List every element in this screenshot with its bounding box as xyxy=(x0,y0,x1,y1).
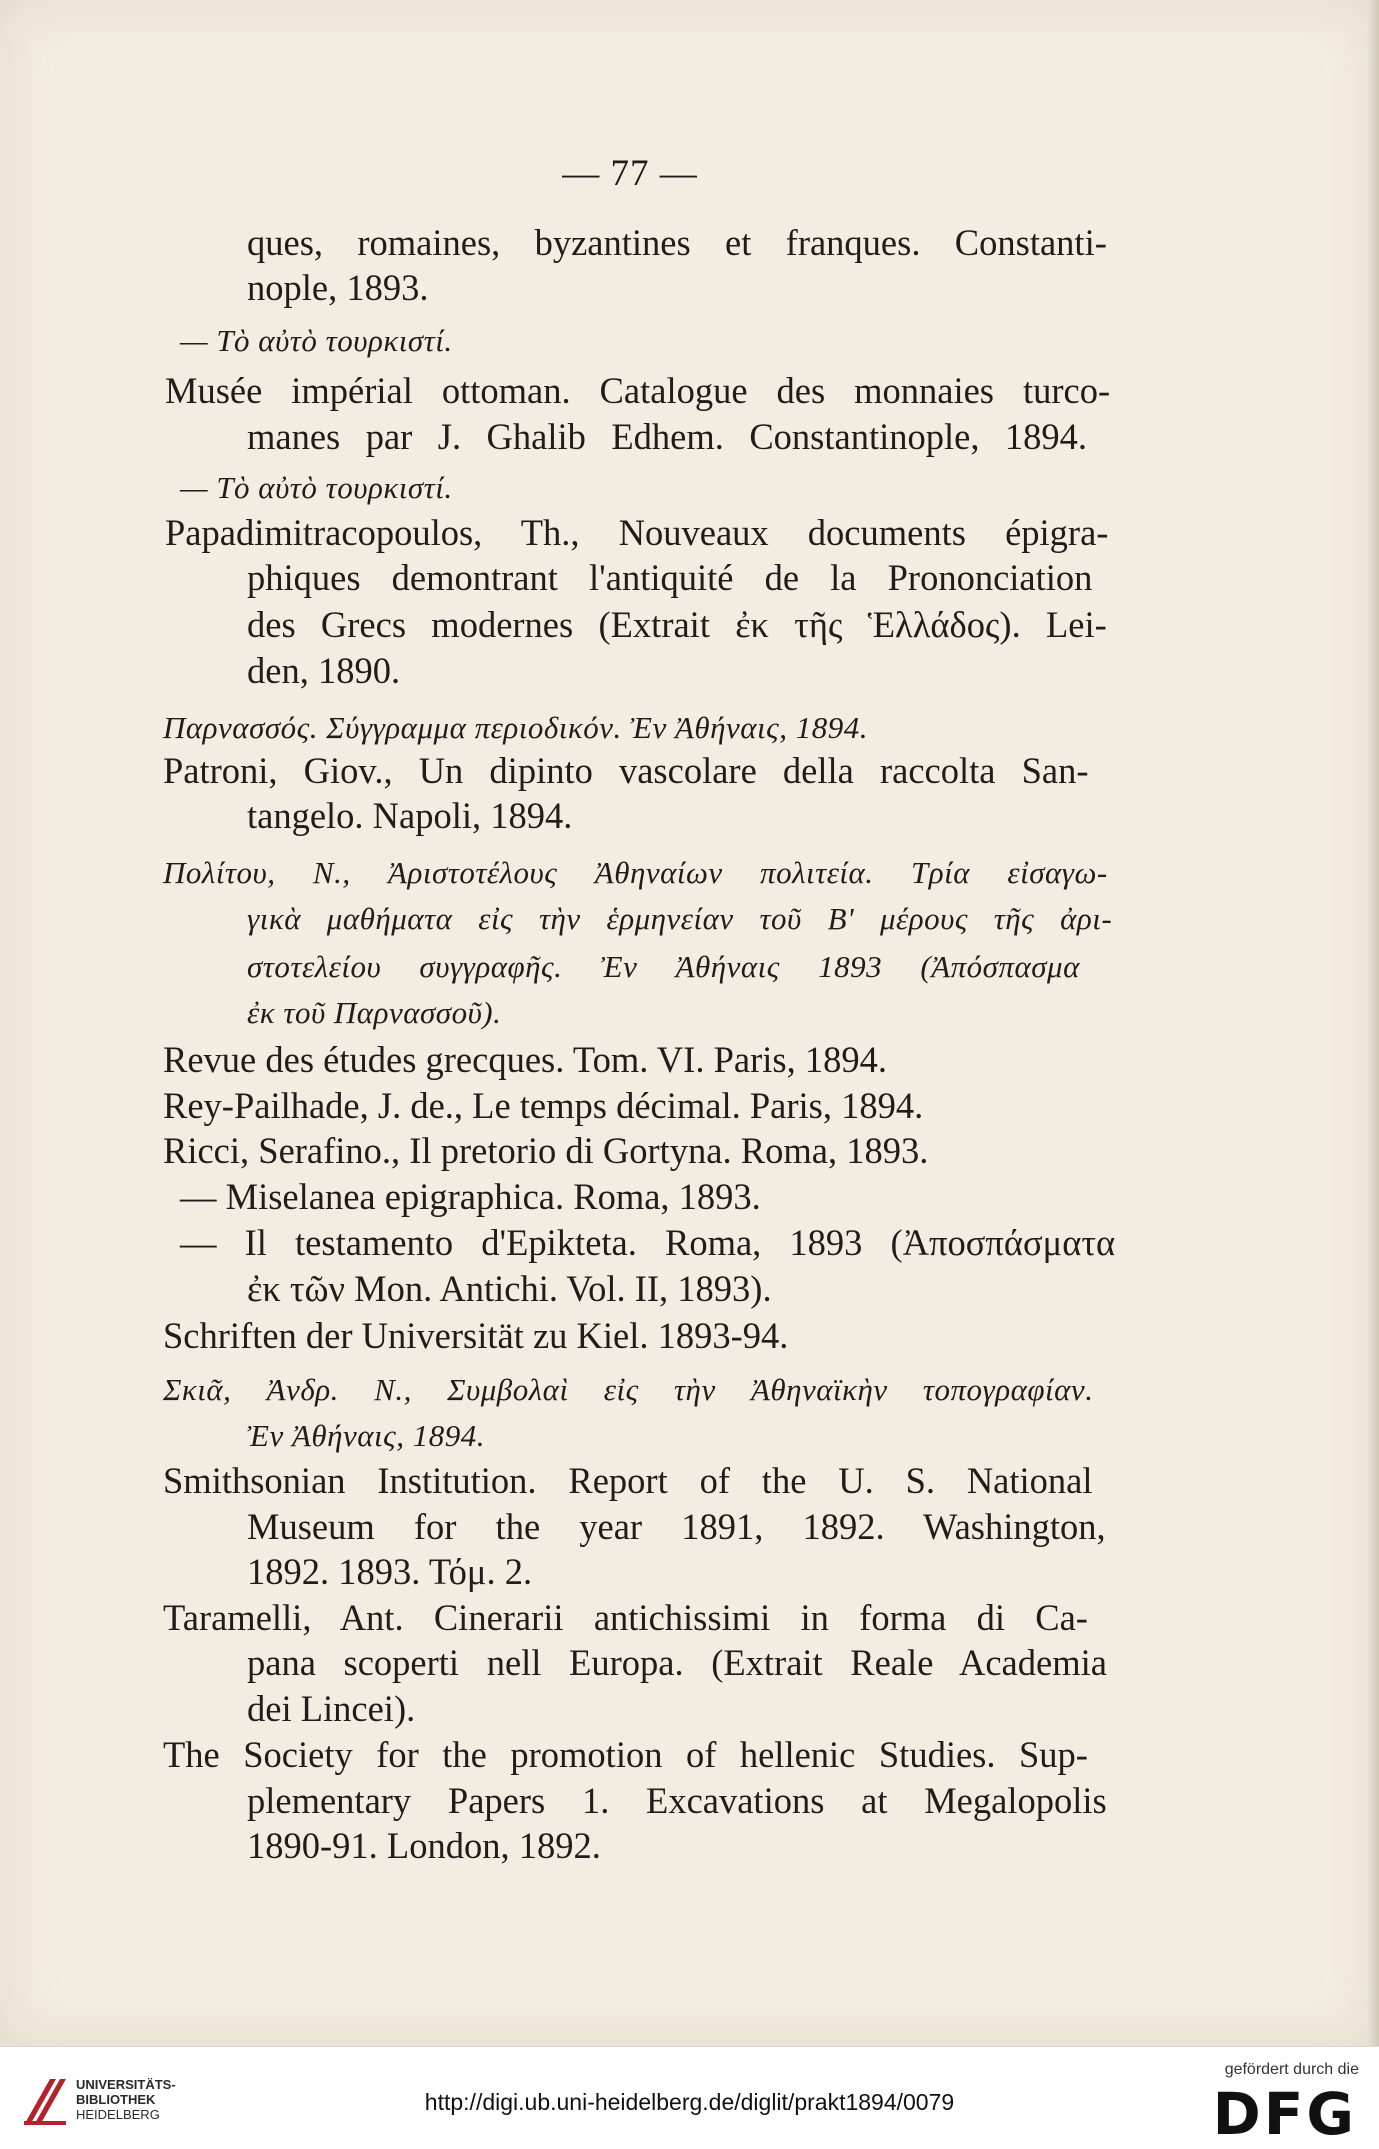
bibliography-line: ἐκ τοῦ Παρνασσοῦ). xyxy=(247,995,502,1030)
bibliography-line: The Society for the promotion of hellenic Studies. Sup- xyxy=(163,1734,1088,1775)
bibliography-line: phiques demontrant l'antiquité de la Prononciation xyxy=(247,557,1093,598)
bibliography-line: Παρνασσός. Σύγγραμμα περιοδικόν. Ἐν Ἀθήναις, 1894. xyxy=(163,710,868,745)
bibliography-line: manes par J. Ghalib Edhem. Constantinople, 1894. xyxy=(247,416,1088,457)
bibliography-line: Musée impérial ottoman. Catalogue des monnaies turco- xyxy=(165,370,1111,411)
bibliography-line: — Il testamento d'Epikteta. Roma, 1893 (Ἀποσπάσματα xyxy=(180,1222,1116,1263)
bibliography-line: nople, 1893. xyxy=(247,267,429,308)
bibliography-line: Ricci, Serafino., Il pretorio di Gortyna. Roma, 1893. xyxy=(163,1130,929,1171)
bibliography-line: des Grecs modernes (Extrait ἐκ τῆς Ἑλλάδος). Lei- xyxy=(247,604,1107,645)
bibliography-line: Πολίτου, Ν., Ἀριστοτέλους Ἀθηναίων πολιτεία. Τρία εἰσαγω- xyxy=(163,855,1108,890)
bibliography-line: den, 1890. xyxy=(247,650,401,691)
bibliography-line: Schriften der Universität zu Kiel. 1893-94. xyxy=(163,1315,789,1356)
bibliography-line: plementary Papers 1. Excavations at Megalopolis xyxy=(247,1780,1107,1821)
bibliography-line: Taramelli, Ant. Cinerarii antichissimi in forma di Ca- xyxy=(163,1597,1088,1638)
bibliography-line: tangelo. Napoli, 1894. xyxy=(247,795,573,836)
bibliography-line: Smithsonian Institution. Report of the U. S. National xyxy=(163,1460,1093,1501)
bibliography-line: Papadimitracopoulos, Th., Nouveaux documents épigra- xyxy=(165,512,1109,553)
bibliography-line: — Tὸ αὐτὸ τουρκιστί. xyxy=(180,470,453,505)
bibliography-line: Ἐν Ἀθήναις, 1894. xyxy=(247,1418,485,1453)
bibliography-line: Rey-Pailhade, J. de., Le temps décimal. Paris, 1894. xyxy=(163,1085,924,1126)
bibliography-line: 1892. 1893. Τόμ. 2. xyxy=(247,1551,533,1592)
funding-caption: gefördert durch die xyxy=(1224,2061,1359,2078)
bibliography-line: γικὰ μαθήματα εἰς τὴν ἑρμηνείαν τοῦ Β' μέρους τῆς ἀρι- xyxy=(247,901,1113,936)
bibliography-line: — Miselanea epigraphica. Roma, 1893. xyxy=(180,1176,761,1217)
bibliography-line: ques, romaines, byzantines et franques. Constanti- xyxy=(247,222,1107,263)
library-name-line2: BIBLIOTHEK xyxy=(76,2092,156,2107)
dfg-logo: DFG xyxy=(1212,2080,1357,2148)
library-name-line3: HEIDELBERG xyxy=(76,2107,160,2122)
bibliography-line: 1890-91. London, 1892. xyxy=(247,1825,601,1866)
bibliography-line: ἐκ τῶν Mon. Antichi. Vol. II, 1893). xyxy=(247,1268,772,1309)
document-url-link[interactable]: http://digi.ub.uni-heidelberg.de/diglit/prakt1894/0079 xyxy=(424,2089,955,2115)
bibliography-line: Museum for the year 1891, 1892. Washington, xyxy=(247,1506,1106,1547)
bibliography-line: Revue des études grecques. Tom. VI. Paris, 1894. xyxy=(163,1039,887,1080)
bibliography-line: pana scoperti nell Europa. (Extrait Reale Academia xyxy=(247,1642,1107,1683)
bibliography-line: Σκιᾶ, Ἀνδρ. Ν., Συμβολαὶ εἰς τὴν Ἀθηναϊκὴν τοπογραφίαν. xyxy=(163,1372,1094,1407)
page-edge xyxy=(1368,0,1379,2046)
page-number: — 77 — xyxy=(562,153,698,194)
viewer-footer xyxy=(0,2046,1379,2149)
bibliography-line: dei Lincei). xyxy=(247,1688,416,1729)
bibliography-line: στοτελείου συγγραφῆς. Ἐν Ἀθήναις 1893 (Ἀπόσπασμα xyxy=(247,949,1080,984)
library-name-line1: UNIVERSITÄTS- xyxy=(76,2077,176,2092)
bibliography-line: Patroni, Giov., Un dipinto vascolare della raccolta San- xyxy=(163,750,1089,791)
bibliography-line: — Tὸ αὐτὸ τουρκιστί. xyxy=(180,323,453,358)
